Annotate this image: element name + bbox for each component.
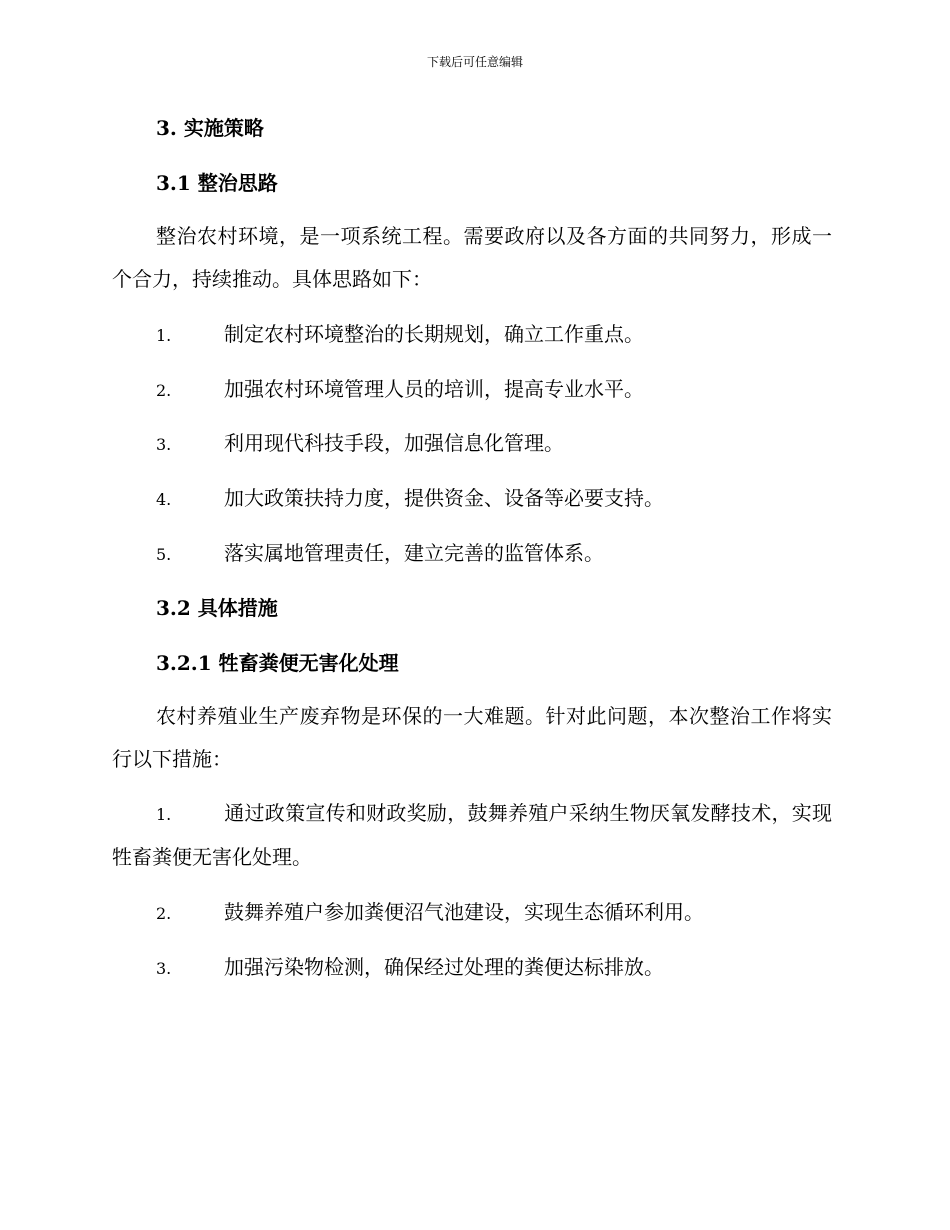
section-3-2-1-intro: 农村养殖业生产废弃物是环保的一大难题。针对此问题，本次整治工作将实行以下措施： xyxy=(112,704,832,771)
header-note: 下载后可任意编辑 xyxy=(426,55,523,69)
section-3-1-heading: 3.1 整治思路 xyxy=(156,171,278,195)
section-3-2-1-heading: 3.2.1 牲畜粪便无害化处理 xyxy=(156,651,399,675)
section-3-1-intro: 整治农村环境，是一项系统工程。需要政府以及各方面的共同努力，形成一个合力，持续推动。具体思路如下： xyxy=(112,224,832,291)
list-item-text: 加大政策扶持力度，提供资金、设备等必要支持。 xyxy=(224,486,664,510)
list-item-number: 1. xyxy=(156,805,172,824)
list-item xyxy=(156,320,644,350)
list-item xyxy=(156,953,664,983)
list-item-number: 4. xyxy=(156,490,172,509)
list-item-text: 落实属地管理责任，建立完善的监管体系。 xyxy=(224,541,604,565)
section-3-2-heading: 3.2 具体措施 xyxy=(156,596,278,620)
list-item-text: 加强农村环境管理人员的培训，提高专业水平。 xyxy=(224,377,644,401)
list-item-number: 3. xyxy=(156,435,172,454)
list-item xyxy=(156,375,644,405)
list-item-number: 5. xyxy=(156,545,172,564)
list-item-text: 加强污染物检测，确保经过处理的粪便达标排放。 xyxy=(224,955,664,979)
section-3-heading: 3. 实施策略 xyxy=(156,116,264,140)
list-item xyxy=(112,792,832,879)
list-item xyxy=(156,539,604,569)
list-item-number: 2. xyxy=(156,904,172,923)
list-item xyxy=(156,484,664,514)
list-item xyxy=(156,429,564,459)
list-item-text: 利用现代科技手段，加强信息化管理。 xyxy=(224,431,564,455)
list-item xyxy=(156,898,704,928)
list-item-number: 3. xyxy=(156,959,172,978)
list-item-text: 通过政策宣传和财政奖励，鼓舞养殖户采纳生物厌氧发酵技术，实现牲畜粪便无害化处理。 xyxy=(112,801,832,869)
list-item-text: 制定农村环境整治的长期规划，确立工作重点。 xyxy=(224,322,644,346)
list-item-text: 鼓舞养殖户参加粪便沼气池建设，实现生态循环利用。 xyxy=(224,900,704,924)
list-item-number: 2. xyxy=(156,381,172,400)
list-item-number: 1. xyxy=(156,326,172,345)
